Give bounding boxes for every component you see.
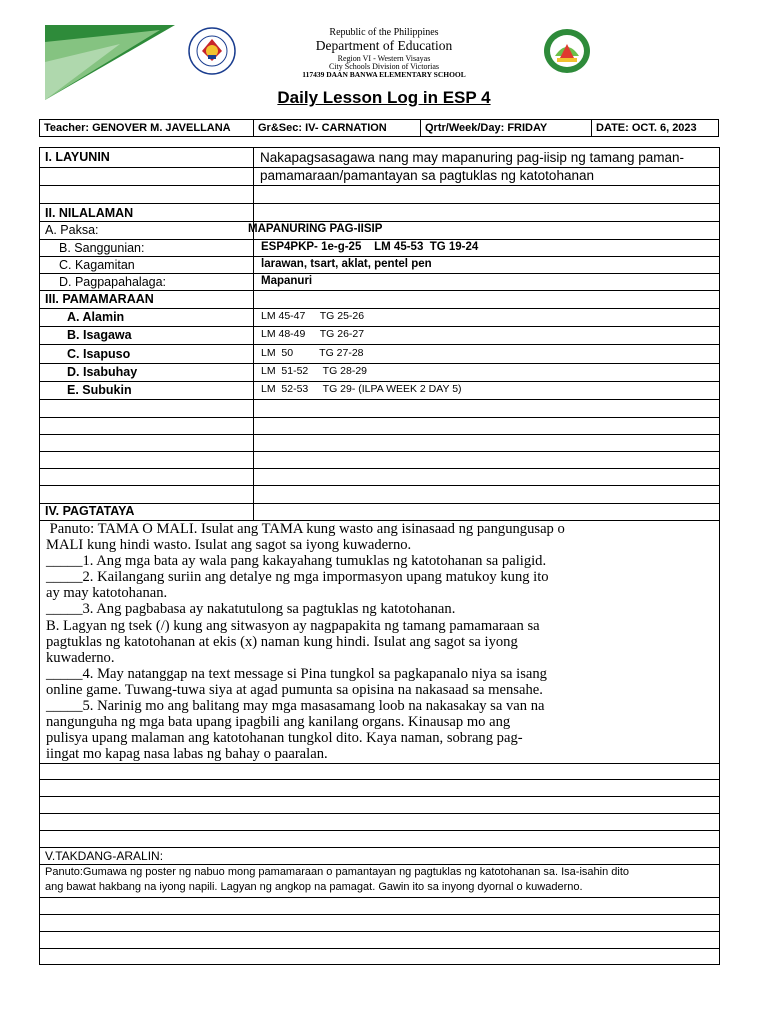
isapuso-label: C. Isapuso [67, 347, 131, 361]
pagtataya-line: online game. Tuwang-tuwa siya at agad pumunta sa opisina na nakasaad sa mensahe. [46, 681, 543, 698]
isabuhay-label: D. Isabuhay [67, 365, 138, 379]
date-cell: DATE: OCT. 6, 2023 [591, 119, 719, 137]
isagawa-value: LM 48-49 TG 26-27 [261, 328, 365, 340]
pagtataya-line: _____1. Ang mga bata ay wala pang kakayahang tumuklas ng katotohanan sa paligid. [46, 553, 547, 570]
pamamaraan-label: III. PAMAMARAAN [45, 292, 154, 306]
pagtataya-label: IV. PAGTATAYA [45, 504, 135, 518]
layunin-label: I. LAYUNIN [45, 150, 110, 164]
pagtataya-body [46, 521, 716, 762]
kagamitan-label: C. Kagamitan [59, 258, 135, 272]
pagtataya-line: kuwaderno. [46, 649, 115, 666]
department-text: Department of Education [315, 38, 453, 53]
division-text: City Schools Division of Victorias [328, 62, 440, 71]
pagtataya-line: pulisya upang malaman ang katotohanan tungkol dito. Kaya naman, sobrang pag- [46, 730, 523, 747]
pagpapahalaga-value: Mapanuri [261, 275, 313, 287]
school-text: 117439 DAAN BANWA ELEMENTARY SCHOOL [302, 70, 466, 79]
pagtataya-line: ay may katotohanan. [46, 585, 168, 602]
pagtataya-line: Panuto: TAMA O MALI. Isulat ang TAMA kung wasto ang isinasaad ng pangungusap o [46, 521, 565, 537]
takdang-line1: Panuto:Gumawa ng poster ng nabuo mong pamamaraan o pamantayan ng pagtuklas ng katotohanan sa. Isa-isahin dito [45, 866, 629, 878]
layunin-line2: pamamaraan/pamantayan sa pagtuklas ng katotohanan [260, 168, 594, 183]
teacher-cell: Teacher: GENOVER M. JAVELLANA [39, 119, 254, 137]
nilalaman-label: II. NILALAMAN [45, 206, 134, 220]
republic-text: Republic of the Philippines [329, 27, 439, 38]
pagtataya-line: _____2. Kailangang suriin ang detalye ng mga impormasyon upang matukoy kung ito [46, 569, 549, 586]
isabuhay-value: LM 51-52 TG 28-29 [261, 365, 368, 377]
pagtataya-line: nangunguha ng mga bata upang ipagbili ang kanilang organs. Kinausap mo ang [46, 714, 511, 731]
layunin-line1: Nakapagsasagawa nang may mapanuring pag-iisip ng tamang paman- [260, 150, 685, 165]
isapuso-value: LM 50 TG 27-28 [261, 347, 364, 359]
grsec-cell: Gr&Sec: IV- CARNATION [253, 119, 421, 137]
qrtr-cell: Qrtr/Week/Day: FRIDAY [420, 119, 592, 137]
pagtataya-line: _____4. May natanggap na text message si Pina tungkol sa pagkapanalo niya sa isang [46, 665, 547, 682]
alamin-label: A. Alamin [67, 310, 125, 324]
subukin-value: LM 52-53 TG 29- (ILPA WEEK 2 DAY 5) [261, 383, 462, 395]
paksa-value: MAPANURING PAG-IISIP [248, 223, 383, 235]
takdang-label: V.TAKDANG-ARALIN: [45, 849, 164, 863]
paksa-label: A. Paksa: [45, 223, 99, 237]
alamin-value: LM 45-47 TG 25-26 [261, 310, 365, 322]
region-text: Region VI - Western Visayas [337, 54, 431, 63]
isagawa-label: B. Isagawa [67, 328, 132, 342]
pagtataya-line: B. Lagyan ng tsek (/) kung ang sitwasyon ay nagpapakita ng tamang pamamaraan sa [46, 617, 540, 634]
pagtataya-line: iingat mo kapag nasa labas ng bahay o paaralan. [46, 746, 328, 763]
pagtataya-line: _____3. Ang pagbabasa ay nakatutulong sa pagtuklas ng katotohanan. [46, 601, 456, 618]
page-title: Daily Lesson Log in ESP 4 [277, 88, 491, 107]
pagtataya-line: _____5. Narinig mo ang balitang may mga masasamang loob na nakasakay sa van na [46, 698, 545, 715]
takdang-line2: ang bawat hakbang na iyong napili. Lagyan ng angkop na pamagat. Gawin ito sa inyong dyornal o kuwaderno. [45, 881, 583, 893]
pagtataya-line: MALI kung hindi wasto. Isulat ang sagot sa iyong kuwaderno. [46, 537, 412, 554]
pagpapahalaga-label: D. Pagpapahalaga: [59, 275, 167, 289]
sanggunian-label: B. Sanggunian: [59, 241, 145, 255]
subukin-label: E. Subukin [67, 383, 132, 397]
sanggunian-value: ESP4PKP- 1e-g-25 LM 45-53 TG 19-24 [261, 241, 479, 253]
pagtataya-line: pagtuklas ng katotohanan at ekis (x) naman kung hindi. Isulat ang sagot sa iyong [46, 633, 518, 650]
kagamitan-value: larawan, tsart, aklat, pentel pen [261, 258, 432, 270]
